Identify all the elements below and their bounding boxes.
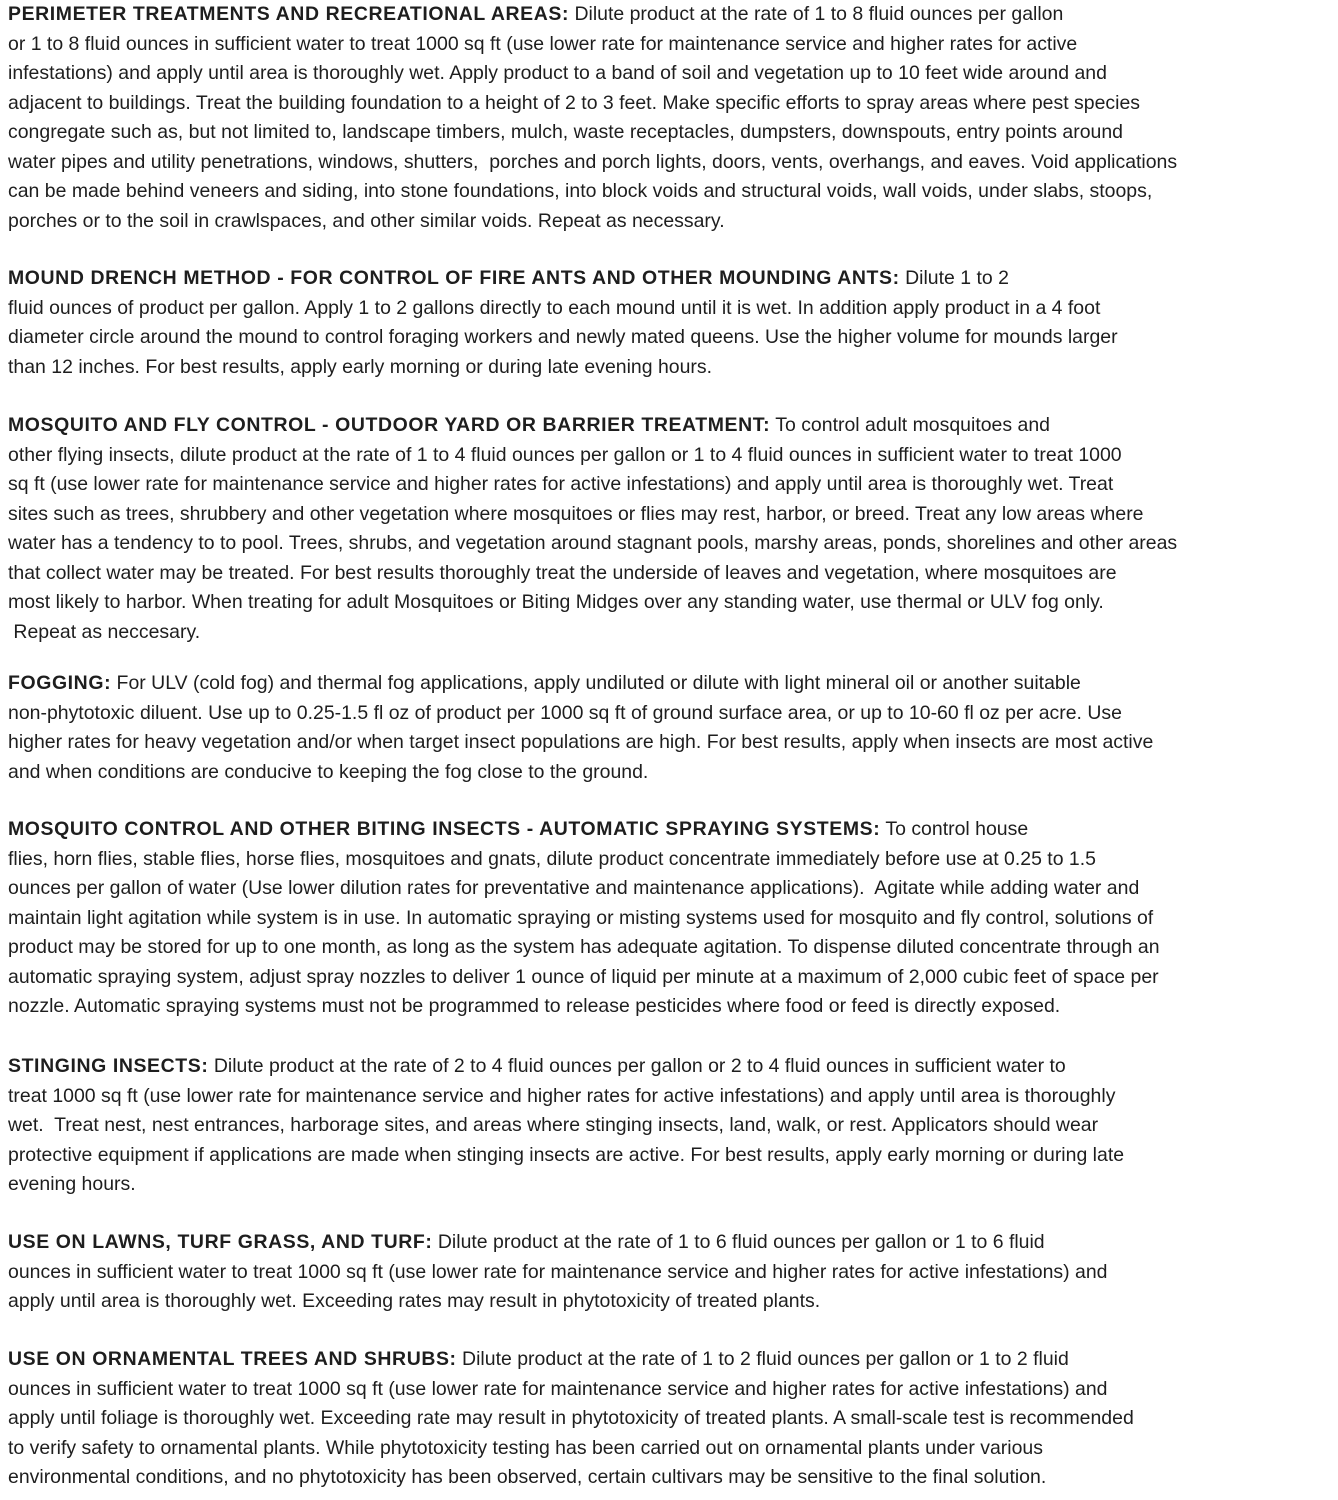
- section-text: sq ft (use lower rate for maintenance service and higher rates for active infestations) and apply until area is thoroughly wet. Treat: [8, 473, 1114, 495]
- section-text: adjacent to buildings. Treat the building foundation to a height of 2 to 3 feet. Make specific efforts to spray areas where pest species: [8, 91, 1141, 114]
- text-line: [8, 470, 1330, 500]
- text-line: [8, 441, 1330, 471]
- text-line: [8, 0, 1330, 30]
- section-text: most likely to harbor. When treating for adult Mosquitoes or Biting Midges over any standing water, use thermal or ULV fog only.: [8, 591, 1104, 613]
- text-line: [8, 529, 1330, 559]
- section-text: porches or to the soil in crawlspaces, and other similar voids. Repeat as necessary.: [8, 209, 725, 232]
- section-text: To control house: [880, 818, 1029, 840]
- text-line: [8, 1287, 1330, 1317]
- instruction-section: [8, 264, 1333, 382]
- section-heading: STINGING INSECTS:: [8, 1055, 209, 1077]
- text-line: [8, 1052, 1330, 1082]
- section-text: protective equipment if applications are made when stinging insects are active. For best results, apply early morning or during late: [8, 1143, 1125, 1166]
- text-line: [8, 30, 1330, 60]
- section-text: other flying insects, dilute product at the rate of 1 to 4 fluid ounces per gallon or 1 to 4 fluid ounces in sufficient water to treat 1000: [8, 443, 1122, 466]
- section-text: Dilute 1 to 2: [899, 267, 1009, 289]
- section-heading: MOUND DRENCH METHOD - FOR CONTROL OF FIRE ANTS AND OTHER MOUNDING ANTS:: [8, 267, 900, 289]
- text-line: [8, 933, 1330, 963]
- section-text: to verify safety to ornamental plants. While phytotoxicity testing has been carried out on ornamental plants under various: [8, 1436, 1043, 1459]
- text-line: [8, 904, 1330, 934]
- text-line: [8, 411, 1330, 441]
- instruction-section: [8, 669, 1333, 787]
- text-line: [8, 845, 1330, 875]
- section-text: or 1 to 8 fluid ounces in sufficient water to treat 1000 sq ft (use lower rate for maintenance service and higher rates for active: [8, 32, 1078, 55]
- text-line: [8, 500, 1330, 530]
- section-text: non-phytotoxic diluent. Use up to 0.25-1.5 fl oz of product per 1000 sq ft of ground surface area, or up to 10-60 fl oz per acre. Use: [8, 701, 1122, 724]
- section-heading: MOSQUITO CONTROL AND OTHER BITING INSECTS - AUTOMATIC SPRAYING SYSTEMS:: [8, 818, 881, 840]
- section-text: automatic spraying system, adjust spray nozzles to deliver 1 ounce of liquid per minute at a maximum of 2,000 cubic feet of space per: [8, 965, 1159, 988]
- section-text: maintain light agitation while system is in use. In automatic spraying or misting systems used for mosquito and fly control, solutions of: [8, 906, 1154, 929]
- section-text: infestations) and apply until area is thoroughly wet. Apply product to a band of soil and vegetation up to 10 feet wide around and: [8, 62, 1107, 84]
- section-text: higher rates for heavy vegetation and/or when target insect populations are high. For best results, apply when insects are most active: [8, 731, 1154, 753]
- section-text: flies, horn flies, stable flies, horse flies, mosquitoes and gnats, dilute product concentrate immediately before use at 0.25 to 1.5: [8, 847, 1096, 870]
- text-line: [8, 89, 1330, 119]
- text-line: [8, 1434, 1330, 1464]
- section-text: Dilute product at the rate of 2 to 4 fluid ounces per gallon or 2 to 4 fluid ounces in sufficient water to: [208, 1055, 1066, 1077]
- text-line: [8, 148, 1330, 178]
- section-text: water pipes and utility penetrations, windows, shutters, porches and porch lights, doors, vents, overhangs, and eaves. Void applications: [8, 150, 1178, 173]
- text-line: [8, 323, 1330, 353]
- section-text: diameter circle around the mound to control foraging workers and newly mated queens. Use the higher volume for mounds larger: [8, 326, 1118, 348]
- text-line: [8, 1345, 1330, 1375]
- section-text: apply until foliage is thoroughly wet. Exceeding rate may result in phytotoxicity of treated plants. A small-scale test is recommended: [8, 1407, 1134, 1429]
- section-text: evening hours.: [8, 1173, 136, 1195]
- section-text: For ULV (cold fog) and thermal fog applications, apply undiluted or dilute with light mineral oil or another suitable: [111, 672, 1081, 694]
- text-line: [8, 118, 1330, 148]
- text-line: [8, 59, 1330, 89]
- text-line: [8, 264, 1330, 294]
- text-line: [8, 1404, 1330, 1434]
- section-text: Repeat as neccesary.: [8, 620, 201, 643]
- text-line: [8, 874, 1330, 904]
- text-line: [8, 728, 1330, 758]
- instruction-section: [8, 1052, 1333, 1200]
- text-line: [8, 1141, 1330, 1171]
- section-text: apply until area is thoroughly wet. Exceeding rates may result in phytotoxicity of treated plants.: [8, 1290, 821, 1312]
- section-text: ounces per gallon of water (Use lower dilution rates for preventative and maintenance applications). Agitate while adding water and: [8, 877, 1140, 899]
- text-line: [8, 758, 1330, 788]
- section-heading: MOSQUITO AND FLY CONTROL - OUTDOOR YARD OR BARRIER TREATMENT:: [8, 414, 771, 436]
- section-text: environmental conditions, and no phytotoxicity has been observed, certain cultivars may be sensitive to the final solution.: [8, 1466, 1047, 1488]
- text-line: [8, 1463, 1330, 1493]
- section-text: Dilute product at the rate of 1 to 6 fluid ounces per gallon or 1 to 6 fluid: [432, 1231, 1045, 1253]
- section-text: sites such as trees, shrubbery and other vegetation where mosquitoes or flies may rest, harbor, or breed. Treat any low areas where: [8, 502, 1144, 525]
- section-text: To control adult mosquitoes and: [770, 414, 1050, 436]
- text-line: [8, 1111, 1330, 1141]
- section-heading: PERIMETER TREATMENTS AND RECREATIONAL AREAS:: [8, 3, 570, 25]
- text-line: [8, 177, 1330, 207]
- section-text: Dilute product at the rate of 1 to 2 fluid ounces per gallon or 1 to 2 fluid: [456, 1348, 1069, 1370]
- text-line: [8, 294, 1330, 324]
- section-heading: USE ON LAWNS, TURF GRASS, AND TURF:: [8, 1231, 433, 1253]
- text-line: [8, 1228, 1330, 1258]
- section-text: that collect water may be treated. For best results thoroughly treat the underside of leaves and vegetation, where mosquitoes are: [8, 561, 1117, 584]
- text-line: [8, 963, 1330, 993]
- section-text: can be made behind veneers and siding, into stone foundations, into block voids and structural voids, wall voids, under slabs, stoops,: [8, 180, 1153, 202]
- section-text: and when conditions are conducive to keeping the fog close to the ground.: [8, 760, 649, 783]
- section-text: ounces in sufficient water to treat 1000 sq ft (use lower rate for maintenance service and higher rates for active infestations) and: [8, 1377, 1108, 1400]
- section-text: treat 1000 sq ft (use lower rate for maintenance service and higher rates for active infestations) and apply until area is thoroughly: [8, 1084, 1116, 1107]
- text-line: [8, 1082, 1330, 1112]
- section-text: fluid ounces of product per gallon. Apply 1 to 2 gallons directly to each mound until it is wet. In addition apply product in a 4 foot: [8, 296, 1101, 319]
- section-text: than 12 inches. For best results, apply early morning or during late evening hours.: [8, 355, 713, 378]
- section-text: ounces in sufficient water to treat 1000 sq ft (use lower rate for maintenance service and higher rates for active infestations) and: [8, 1260, 1108, 1283]
- text-line: [8, 588, 1330, 618]
- text-line: [8, 992, 1330, 1022]
- text-line: [8, 559, 1330, 589]
- section-text: product may be stored for up to one month, as long as the system has adequate agitation. To dispense diluted concentrate through an: [8, 936, 1160, 958]
- text-line: [8, 618, 1330, 648]
- section-text: nozzle. Automatic spraying systems must not be programmed to release pesticides where food or feed is directly exposed.: [8, 995, 1061, 1017]
- text-line: [8, 815, 1330, 845]
- section-text: water has a tendency to to pool. Trees, shrubs, and vegetation around stagnant pools, marshy areas, ponds, shorelines and other areas: [8, 532, 1178, 554]
- text-line: [8, 699, 1330, 729]
- instruction-section: [8, 815, 1333, 1022]
- text-line: [8, 353, 1330, 383]
- section-text: Dilute product at the rate of 1 to 8 fluid ounces per gallon: [569, 3, 1064, 25]
- section-heading: USE ON ORNAMENTAL TREES AND SHRUBS:: [8, 1348, 457, 1370]
- instruction-section: [8, 1345, 1333, 1493]
- section-text: congregate such as, but not limited to, landscape timbers, mulch, waste receptacles, dumpsters, downspouts, entry points around: [8, 121, 1123, 143]
- section-heading: FOGGING:: [8, 672, 112, 694]
- instruction-section: [8, 0, 1333, 236]
- text-line: [8, 1170, 1330, 1200]
- text-line: [8, 669, 1330, 699]
- instruction-section: [8, 411, 1333, 647]
- section-text: wet. Treat nest, nest entrances, harborage sites, and areas where stinging insects, land, walk, or rest. Applicators should wear: [8, 1114, 1099, 1136]
- text-line: [8, 1258, 1330, 1288]
- text-line: [8, 1375, 1330, 1405]
- instruction-section: [8, 1228, 1333, 1317]
- text-line: [8, 207, 1330, 237]
